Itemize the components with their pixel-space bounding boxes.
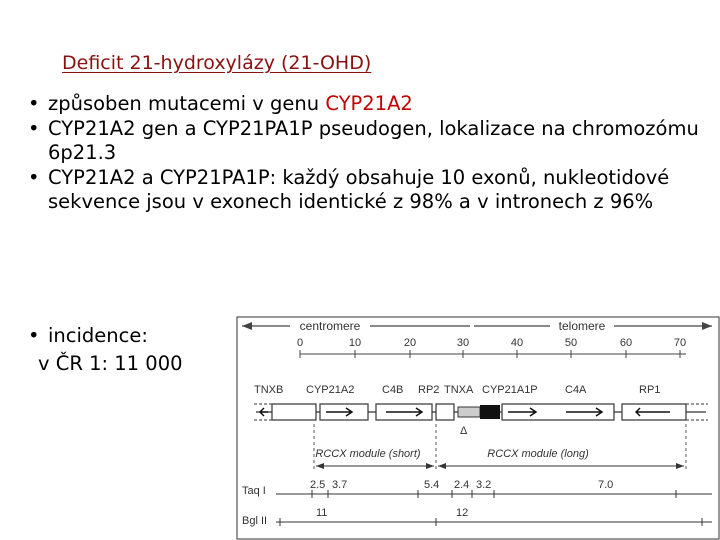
bullet-item [28,92,720,117]
taq-fragment: 3.7 [332,479,348,491]
gene-label: C4A [565,384,587,396]
gene-block-cyp21a1p [480,405,500,419]
scale-tick-label: 50 [564,337,578,349]
bullet-list [28,92,720,215]
slide-title: Deficit 21-hydroxylázy (21-OHD) [62,52,372,74]
gene-label: RP2 [418,384,440,396]
gene-map-diagram [236,316,720,540]
scale-tick-label: 0 [296,337,304,349]
gene-block-tnxb [272,404,316,420]
bgl-fragment: 11 [316,507,328,519]
gene-label: TNXA [444,384,474,396]
rccx-short-label: RCCX module (short) [315,448,421,460]
delta-mark: Δ [460,425,468,437]
scale-tick-label: 20 [403,337,417,349]
incidence-value: v ČR 1: 11 000 [38,352,183,375]
bullet-item [28,166,720,215]
bullet-marker: • [28,165,40,189]
telomere-label: telomere [558,319,606,333]
incidence-block [28,322,183,378]
bullet-item [28,117,720,166]
centromere-label: centromere [299,319,361,333]
diagram-frame [237,317,719,539]
bullet-text: CYP21A2 a CYP21PA1P: každý obsahuje 10 exonů, nukleotidové sekvence jsou v exonech identické z 98% a v intronech z 96% [48,165,670,213]
gene-name: CYP21A2 [325,92,413,115]
gene-block-rp2 [436,404,454,420]
taq-fragment: 3.2 [476,479,492,491]
rccx-long-label: RCCX module (long) [487,448,589,460]
scale-tick-label: 70 [673,337,687,349]
taq-fragment: 7.0 [598,479,614,491]
gene-block-tnxa [458,407,480,417]
gene-label: CYP21A2 [306,384,355,396]
taq-i-label: Taq I [242,485,266,497]
gene-label: RP1 [639,384,661,396]
bullet-marker: • [28,116,40,140]
gene-label: TNXB [254,384,284,396]
bullet-marker: • [28,92,40,115]
bgl-ii-label: Bgl II [242,515,268,527]
incidence-label: incidence: [48,324,148,347]
bgl-fragment: 12 [456,507,469,519]
scale-tick-label: 60 [619,337,633,349]
taq-fragment: 2.5 [310,479,326,491]
scale-tick-label: 10 [348,337,362,349]
gene-label: CYP21A1P [482,384,538,396]
scale-tick-label: 40 [510,337,524,349]
gene-label: C4B [382,384,404,396]
bullet-marker: • [28,324,40,347]
bullet-text: CYP21A2 gen a CYP21PA1P pseudogen, lokalizace na chromozómu 6p21.3 [48,116,699,164]
taq-fragment: 5.4 [424,479,440,491]
taq-fragment: 2.4 [454,479,470,491]
bullet-text: způsoben mutacemi v genu [48,92,326,115]
scale-tick-label: 30 [456,337,470,349]
